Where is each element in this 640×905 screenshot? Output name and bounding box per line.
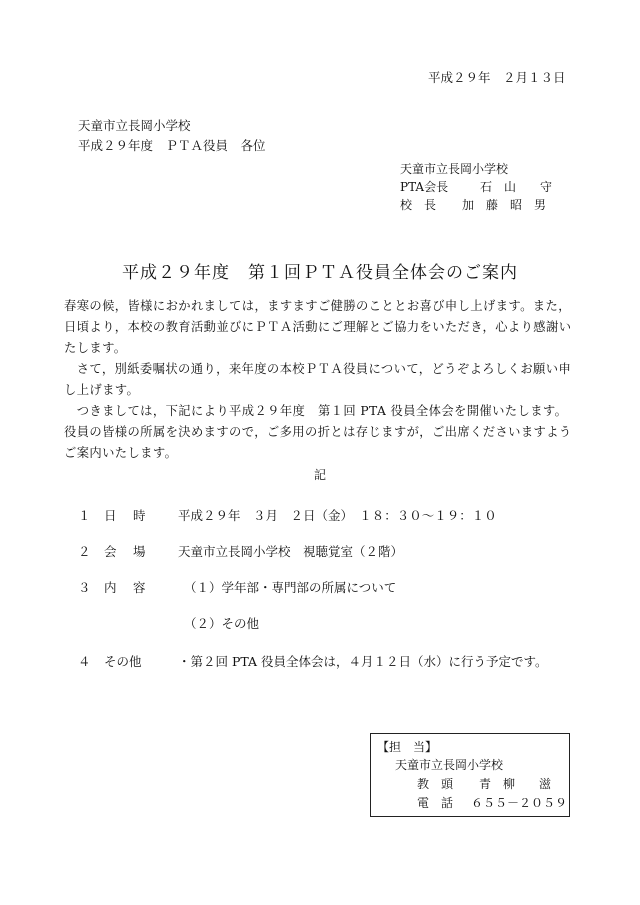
sender-principal-title: 校 長: [400, 198, 437, 212]
contact-header: 【担 当】: [377, 740, 438, 754]
item-label-datetime: 日 時: [104, 508, 148, 523]
body-line: さて，別紙委嘱状の通り，来年度の本校ＰＴＡ役員について，どうぞよろしくお願い申: [64, 362, 572, 376]
body-line: つきましては，下記により平成２９年度 第１回 PTA 役員全体会を開催いたします。: [64, 404, 568, 418]
sender-pta-title: PTA会長: [400, 180, 449, 194]
item-number: ４: [78, 654, 91, 669]
item-label-content: 内 容: [104, 580, 148, 595]
item-number: ３: [78, 580, 91, 595]
contact-role-label: 教 頭: [417, 777, 454, 791]
contact-school: 天童市立長岡小学校: [395, 758, 504, 772]
sender-school: 天童市立長岡小学校: [400, 162, 509, 176]
item-value-other: ・第２回 PTA 役員全体会は，４月１２日（水）に行う予定です。: [178, 654, 548, 669]
item-number: ２: [78, 544, 91, 559]
addressee-school: 天童市立長岡小学校: [78, 118, 191, 133]
document-title: 平成２９年度 第１回ＰＴＡ役員全体会のご案内: [122, 263, 518, 283]
contact-phone-label: 電 話: [417, 796, 454, 810]
ki-heading: 記: [313, 468, 326, 482]
body-line: 春寒の候，皆様におかれましては，ますますご健勝のこととお喜び申し上げます。また，: [64, 299, 571, 313]
sender-pta-name: 石 山 守: [480, 180, 553, 194]
contact-box: [370, 733, 570, 817]
item-label-other: その他: [104, 654, 142, 669]
body-line: ご案内いたします。: [64, 446, 178, 460]
item-value-content-2: （２）その他: [184, 616, 260, 631]
body-line: 日頃より，本校の教育活動並びにＰＴＡ活動にご理解とご協力をいただき，心より感謝い: [64, 320, 572, 334]
item-label-venue: 会 場: [104, 544, 148, 559]
addressee-recipients: 平成２９年度 ＰＴＡ役員 各位: [78, 138, 266, 153]
body-line: し上げます。: [64, 383, 140, 397]
item-value-venue: 天童市立長岡小学校 視聴覚室（２階）: [178, 544, 404, 559]
body-line: たします。: [64, 341, 127, 355]
contact-phone-number: ６５５－２０５９: [471, 796, 568, 810]
sender-principal-name: 加 藤 昭 男: [462, 198, 547, 212]
contact-role-name: 青 柳 滋: [479, 777, 552, 791]
document-date: 平成２９年 ２月１３日: [428, 70, 566, 85]
item-value-datetime: 平成２９年 ３月 ２日（金） １８：３０～１９：１０: [178, 508, 497, 523]
item-value-content-1: （１）学年部・専門部の所属について: [184, 580, 397, 595]
item-number: １: [78, 508, 91, 523]
body-line: 役員の皆様の所属を決めますので，ご多用の折とは存じますが，ご出席くださいますよう: [64, 425, 572, 439]
